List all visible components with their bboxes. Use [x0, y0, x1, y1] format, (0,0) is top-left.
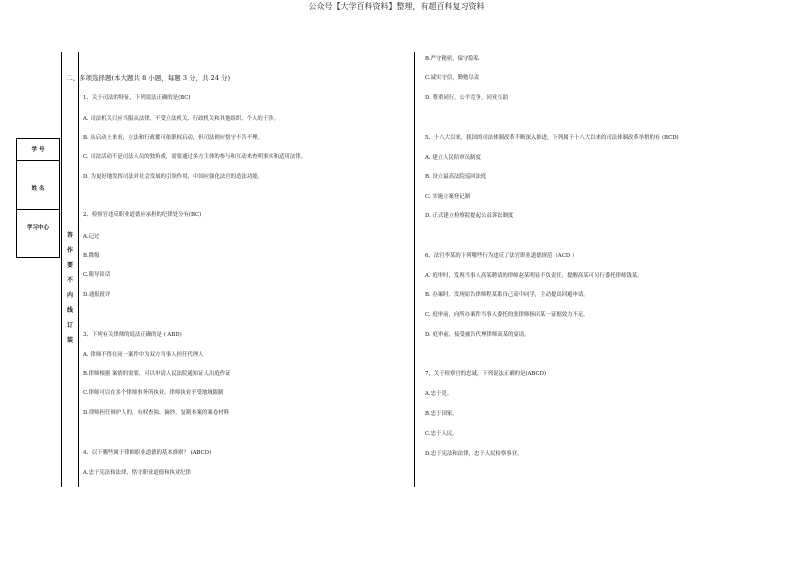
option-line: C. 实施立案登记制 [425, 194, 471, 200]
option-line: D. 庭审前，接受被告代理律师高某的宴请。 [425, 332, 530, 338]
option-line: A. 建立人民陪审员制度 [425, 155, 481, 161]
section-title: 二、多项选择题(本大题共 8 小题，每题 3 分，共 24 分) [66, 74, 231, 82]
option-line: B.降级 [83, 253, 100, 259]
option-line: C.限导谈话 [83, 272, 111, 278]
question-6: 6、法官李某的下列哪些行为违反了法官职业道德规范（ACD ） [425, 253, 578, 259]
option-line: B. 从启动上来看，立法和行政都可依职权启动，但司法则应恪守不告不理。 [83, 135, 263, 141]
option-line: B.律师根据 案情的需要，可以申请人民法院通知证人出庭作证 [83, 371, 231, 377]
student-id-label: 学 号 [31, 147, 45, 153]
name-label: 姓 名 [31, 186, 45, 192]
question-1: 1、关于司法的特征，下列说法正确的是(BC) [83, 95, 191, 101]
option-line: C.忠于人民。 [425, 431, 458, 437]
option-line: B.严守秘密，保守隐私 [425, 56, 480, 62]
vertical-char: 订 [66, 322, 73, 329]
vertical-char: 要 [66, 262, 73, 269]
vertical-char: 答 [66, 232, 73, 239]
vertical-char: 线 [66, 307, 73, 314]
vertical-char: 装 [66, 337, 73, 344]
question-5: 5、十八大以来，我国的司法体制改革不断深入推进，下列属于十八大以来的司法体制改革举措的有 (BCD) [425, 135, 679, 141]
option-line: C. 司法活动不是司法人员的独角戏，需要通过多方主体的参与和互动来查明事实和适用法律。 [83, 154, 306, 160]
option-line: B.忠于国家。 [425, 411, 458, 417]
vertical-char: 内 [66, 292, 73, 299]
option-line: D.律师担任辩护人的，有权查阅、摘抄、复制本案的案卷材料 [83, 410, 229, 416]
option-line: A. 司法机关只应当服从法律，不受立法机关、行政机关和其他组织、个人的干涉。 [83, 116, 279, 122]
option-line: A. 庭审时，发现当事人高某聘请的律师赵某明显不负责任，提醒高某可另行委托律师钱某。 [425, 273, 643, 279]
option-line: D. 正式建立检察院提起公益诉讼制度 [425, 213, 514, 219]
option-line: A.忠于党。 [425, 391, 453, 397]
option-line: D. 为更好地发挥司法对社会发展的引领作用，中国应强化法官的造法功能。 [83, 174, 264, 180]
info-divider [17, 209, 59, 210]
option-line: C.诚实守信，勤勉尽责 [425, 75, 480, 81]
question-7: 7、关于检察官的忠诚，下列说法正确的是(ABCD) [425, 371, 547, 377]
option-line: A. 律师不得在同一案件中为双方当事人担任代理人 [83, 352, 204, 358]
binding-line-right [78, 52, 79, 487]
question-3: 3、下列有关律师的说法正确的是 ( ABD) [83, 332, 182, 338]
question-2: 2、检察官违反职业道德应承担的纪律处分有(BC) [83, 212, 202, 218]
option-line: C. 庭审前，向所办案件当事人委托的张律师指出某一证据效力不足。 [425, 312, 589, 318]
binding-vertical-note [66, 228, 74, 348]
option-line: A.忠于宪法和法律，恪守职业道德和执业纪律 [83, 470, 192, 476]
option-line: C.律师可以在多个律师事务所执业，律师执业不受地域限制 [83, 390, 224, 396]
option-line: B. 设立最高法院巡回法庭 [425, 174, 487, 180]
option-line: D.通报批评 [83, 292, 111, 298]
binding-line-left [61, 52, 62, 487]
vertical-char: 作 [66, 247, 73, 254]
vertical-char: 不 [66, 277, 73, 284]
header-note: 公众号【大学百科资料】整理，有超百科复习资料 [308, 2, 485, 11]
column-divider [414, 52, 415, 487]
option-line: B. 办案时，发现原告律师程某系自己高中同学，主动提出回避申请。 [425, 292, 589, 298]
option-line: D.忠于宪法和法律，忠于人民检察事业。 [425, 451, 523, 457]
student-info-box [16, 138, 60, 258]
question-4: 4、以下哪些属于律师职业道德的基本准则？ (ABCD) [83, 450, 212, 456]
center-label: 学习中心 [26, 225, 49, 231]
option-line: A.记过 [83, 234, 100, 240]
info-divider [17, 160, 59, 161]
option-line: D. 尊重同行，公平竞争，同业互助 [425, 95, 509, 101]
